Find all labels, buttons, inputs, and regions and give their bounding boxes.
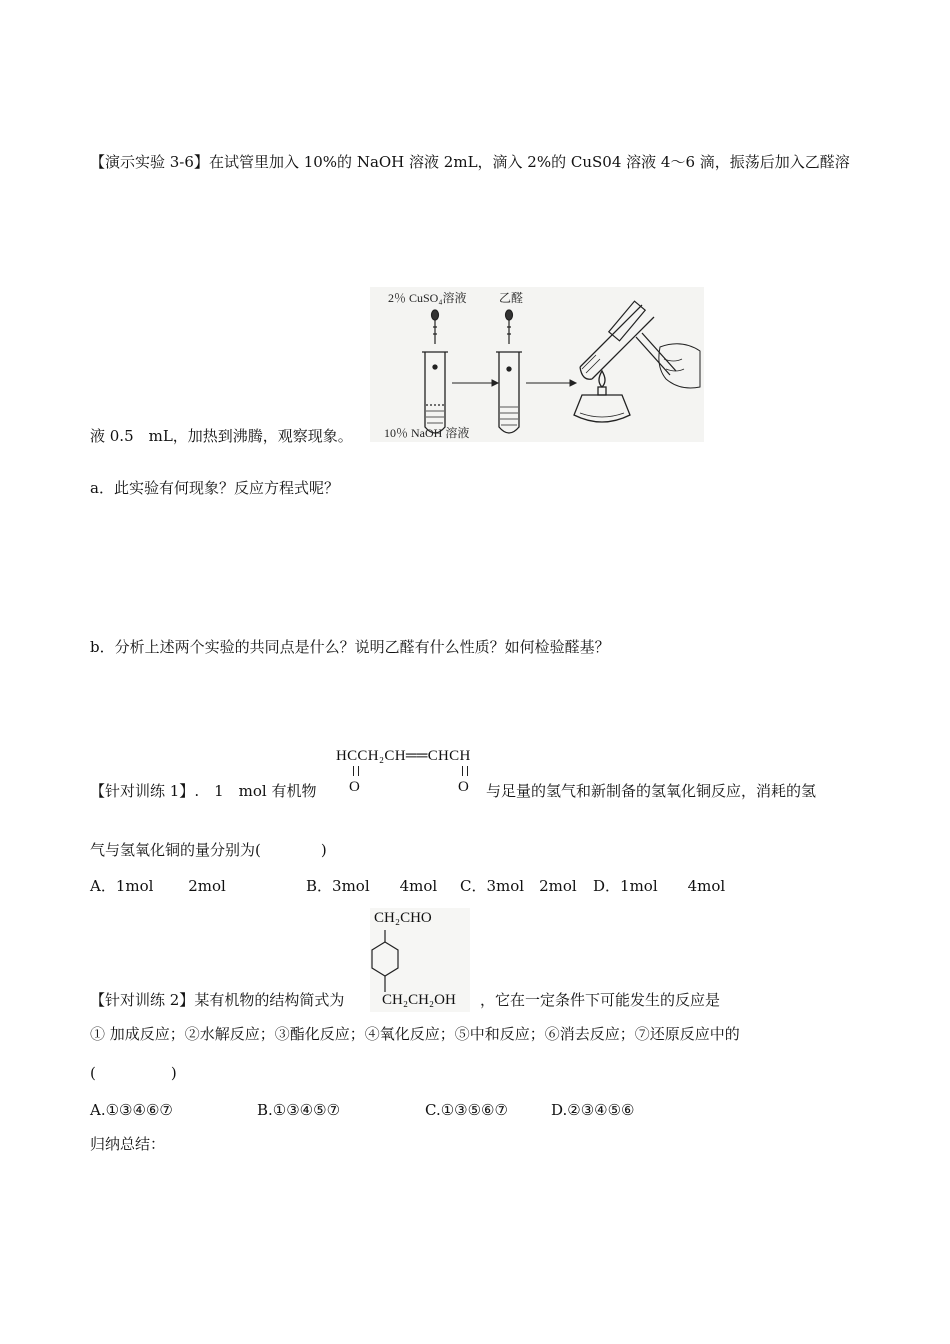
heating-setup [574, 301, 700, 422]
demo-paragraph-line1 [90, 152, 850, 172]
summary-heading: 归纳总结： [90, 1135, 166, 1153]
training1-option-d: D．1mol 4mol [593, 877, 726, 895]
training2-text-after: ，它在一定条件下可能发生的反应是 [480, 991, 721, 1009]
structure-top-group: CH₂CHO [374, 910, 432, 926]
label-cuso4: 2％ CuSO₄溶液 [388, 291, 467, 305]
experiment-figure [370, 287, 704, 442]
training1-option-c: C．3mol 2mol [460, 877, 577, 895]
label-aldehyde: 乙醛 [499, 291, 524, 305]
experiment-illustration [370, 287, 704, 442]
training1-line2: 气与氢氧化铜的量分别为( ) [90, 841, 327, 859]
dropper-cuso4 [432, 310, 439, 344]
training1-line1 [90, 781, 316, 801]
demo-paragraph-line2: 液 0.5 mL，加热到沸腾，观察现象。 [90, 427, 353, 445]
training1-formula [336, 748, 486, 798]
formula-oxygen-left: O [349, 779, 360, 795]
training1-option-a: A．1mol 2mol [90, 877, 226, 895]
training1-text-after: 与足量的氢气和新制备的氢氧化铜反应，消耗的氢 [486, 782, 817, 800]
demo-text-1: 在试管里加入 10%的 NaOH 溶液 2mL，滴入 2%的 CuS04 溶液 4～6 滴，振荡后加入乙醛溶 [208, 153, 850, 171]
test-tube-1 [422, 352, 448, 433]
training2-structure [370, 908, 470, 1012]
training2-paren: ( ) [90, 1064, 177, 1082]
training2-option-d: D.②③④⑤⑥ [551, 1101, 635, 1119]
training1-option-b: B．3mol 4mol [306, 877, 438, 895]
training2-reactions: ① 加成反应；②水解反应；③酯化反应；④氧化反应；⑤中和反应；⑥消去反应；⑦还原反应中的 [90, 1025, 740, 1043]
training2-option-c: C.①③⑤⑥⑦ [425, 1101, 508, 1119]
benzene-ring-icon [370, 930, 470, 1000]
test-tube-2 [496, 352, 522, 433]
dropper-aldehyde [506, 310, 513, 344]
training2-option-a: A.①③④⑥⑦ [90, 1101, 173, 1119]
carbonyl-bond-left [353, 766, 359, 776]
structure-bottom-group: CH₂CH₂OH [382, 992, 456, 1008]
demo-heading: 【演示实验 3-6】 [90, 153, 209, 171]
training2-option-b: B.①③④⑤⑦ [257, 1101, 341, 1119]
question-a: a．此实验有何现象？反应方程式呢？ [90, 479, 339, 497]
training2-text-before: 某有机物的结构简式为 [194, 991, 345, 1009]
formula-oxygen-right: O [458, 779, 469, 795]
label-naoh: 10％ NaOH 溶液 [384, 426, 470, 440]
formula-chain: HCCH₂CH══CHCH [336, 748, 471, 764]
training2-heading: 【针对训练 2】 [90, 991, 195, 1009]
training1-heading: 【针对训练 1】 [90, 782, 195, 800]
training1-text-before: . 1 mol 有机物 [194, 782, 317, 800]
training2-heading-line [90, 990, 344, 1010]
question-b: b．分析上述两个实验的共同点是什么？说明乙醛有什么性质？如何检验醛基？ [90, 638, 610, 656]
carbonyl-bond-right [462, 766, 468, 776]
